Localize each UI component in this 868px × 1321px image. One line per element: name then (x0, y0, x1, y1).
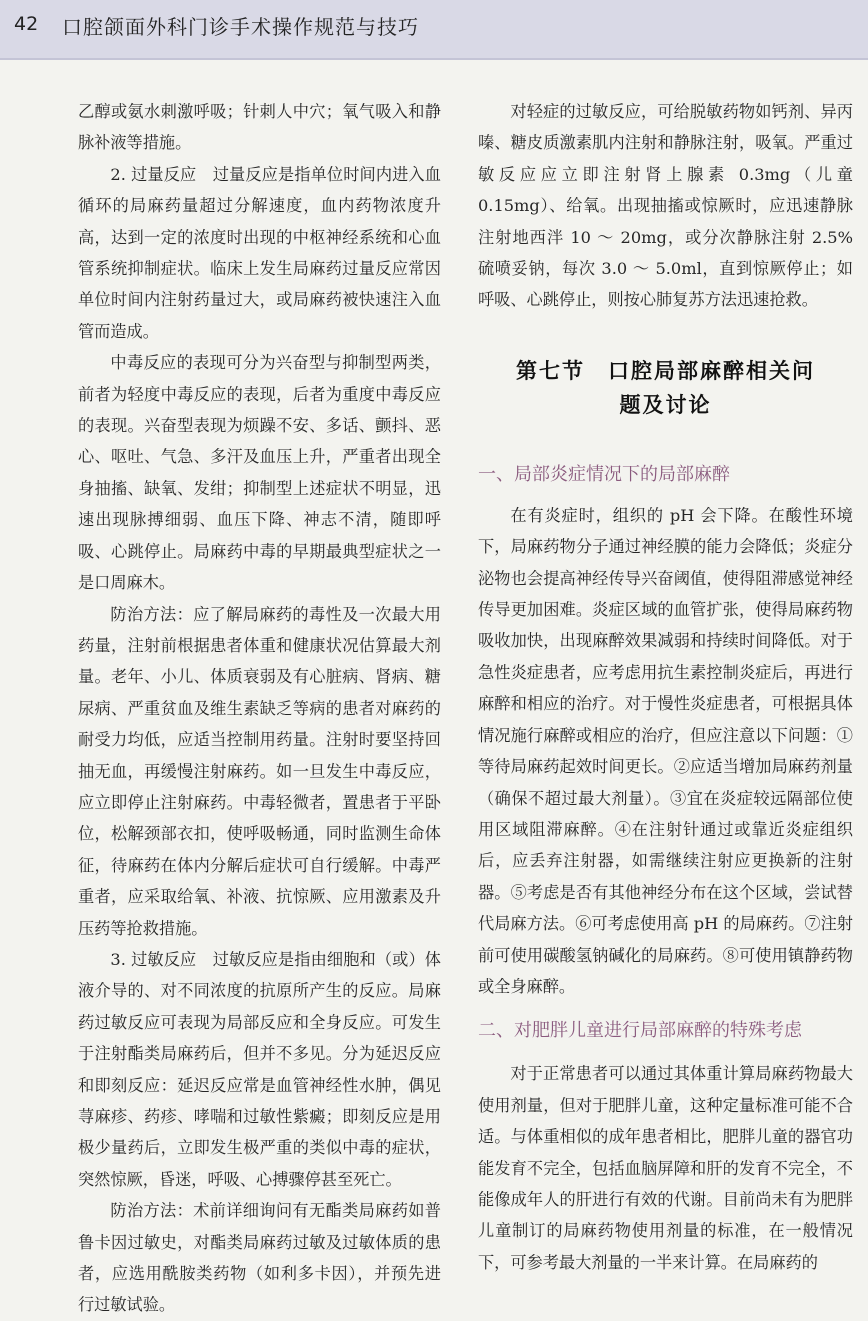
paragraph-allergy-prevention: 防治方法：术前详细询问有无酯类局麻药如普鲁卡因过敏史，对酯类局麻药过敏及过敏体质的患者，应选用酰胺类药物（如利多卡因），并预先进行过敏试验。 (78, 1201, 441, 1315)
subheading-inflammation: 一、局部炎症情况下的局部麻醉 (478, 463, 730, 485)
paragraph: 乙醇或氨水刺激呼吸；针刺人中穴；氧气吸入和静脉补液等措施。 (78, 102, 441, 153)
paragraph-mild-allergy: 对轻症的过敏反应，可给脱敏药物如钙剂、异丙嗪、糖皮质激素肌内注射和静脉注射，吸氧。严重过敏反应应立即注射肾上腺素 0.3mg（儿童 0.15mg）、给氧。出现抽搐或惊厥时，应迅速静脉注射地西泮 10 ～ 20mg，或分次静脉注射 2.5% 硫喷妥钠，每次 3.0 ～ 5.0ml，直到惊厥停止；如呼吸、心跳停止，则按心肺复苏方法迅速抢救。 (478, 102, 853, 310)
paragraph-prevention: 防治方法：应了解局麻药的毒性及一次最大用药量，注射前根据患者体重和健康状况估算最大剂量。老年、小儿、体质衰弱及有心脏病、肾病、糖尿病、严重贫血及维生素缺乏等病的患者对麻药的耐受力均低，应适当控制用药量。注射时要坚持回抽无血，再缓慢注射麻药。如一旦发生中毒反应，应立即停止注射麻药。中毒轻微者，置患者于平卧位，松解颈部衣扣，使呼吸畅通，同时监测生命体征，待麻药在体内分解后症状可自行缓解。中毒严重者，应采取给氧、补液、抗惊厥、应用激素及升压药等抢救措施。 (78, 604, 441, 938)
subheading-obese-children: 二、对肥胖儿童进行局部麻醉的特殊考虑 (478, 1020, 802, 1042)
page-header (0, 0, 868, 60)
section-title (478, 354, 853, 422)
section-title-line-1: 第七节 口腔局部麻醉相关问 (516, 358, 815, 383)
section-title-line-2: 题及讨论 (619, 392, 712, 417)
left-column (78, 96, 441, 1321)
paragraph-overdose: 2. 过量反应 过量反应是指单位时间内进入血循环的局麻药量超过分解速度，血内药物浓度升高，达到一定的浓度时出现的中枢神经系统和心血管系统抑制症状。临床上发生局麻药过量反应常因单位时间内注射药量过大，或局麻药被快速注入血管而造成。 (78, 164, 441, 341)
running-title: 口腔颌面外科门诊手术操作规范与技巧 (62, 15, 419, 39)
paragraph-toxic-symptoms: 中毒反应的表现可分为兴奋型与抑制型两类，前者为轻度中毒反应的表现，后者为重度中毒反应的表现。兴奋型表现为烦躁不安、多话、颤抖、恶心、呕吐、气急、多汗及血压上升，严重者出现全身抽搐、缺氧、发绀；抑制型上述症状不明显，迅速出现脉搏细弱、血压下降、神志不清，随即呼吸、心跳停止。局麻药中毒的早期最典型症状之一是口周麻木。 (78, 353, 441, 593)
paragraph-inflammation: 在有炎症时，组织的 pH 会下降。在酸性环境下，局麻药物分子通过神经膜的能力会降低；炎症分泌物也会提高神经传导兴奋阈值，使得阻滞感觉神经传导更加困难。炎症区域的血管扩张，使得局麻药物吸收加快，出现麻醉效果减弱和持续时间降低。对于急性炎症患者，应考虑用抗生素控制炎症后，再进行麻醉和相应的治疗。对于慢性炎症患者，可根据具体情况施行麻醉或相应的治疗，但应注意以下问题：①等待局麻药起效时间更长。②应适当增加局麻药剂量（确保不超过最大剂量）。③宜在炎症较远隔部位使用区域阻滞麻醉。④在注射针通过或靠近炎症组织后，应丢弃注射器，如需继续注射应更换新的注射器。⑤考虑是否有其他神经分布在这个区域，尝试替代局麻方法。⑥可考虑使用高 pH 的局麻药。⑦注射前可使用碳酸氢钠碱化的局麻药。⑧可使用镇静药物或全身麻醉。 (478, 505, 853, 996)
paragraph-allergy: 3. 过敏反应 过敏反应是指由细胞和（或）体液介导的、对不同浓度的抗原所产生的反应。局麻药过敏反应可表现为局部反应和全身反应。可发生于注射酯类局麻药后，但并不多见。分为延迟反应和即刻反应：延迟反应常是血管神经性水肿，偶见荨麻疹、药疹、哮喘和过敏性紫癜；即刻反应是用极少量药后，立即发生极严重的类似中毒的症状，突然惊厥，昏迷，呼吸、心搏骤停甚至死亡。 (78, 949, 441, 1189)
paragraph-obese-children: 对于正常患者可以通过其体重计算局麻药物最大使用剂量，但对于肥胖儿童，这种定量标准可能不合适。与体重相似的成年患者相比，肥胖儿童的器官功能发育不完全，包括血脑屏障和肝的发育不完全，不能像成年人的肝进行有效的代谢。目前尚未有为肥胖儿童制订的局麻药物使用剂量的标准，在一般情况下，可参考最大剂量的一半来计算。在局麻药的 (478, 1064, 853, 1272)
page-number: 42 (14, 13, 39, 35)
right-column (478, 96, 853, 1278)
